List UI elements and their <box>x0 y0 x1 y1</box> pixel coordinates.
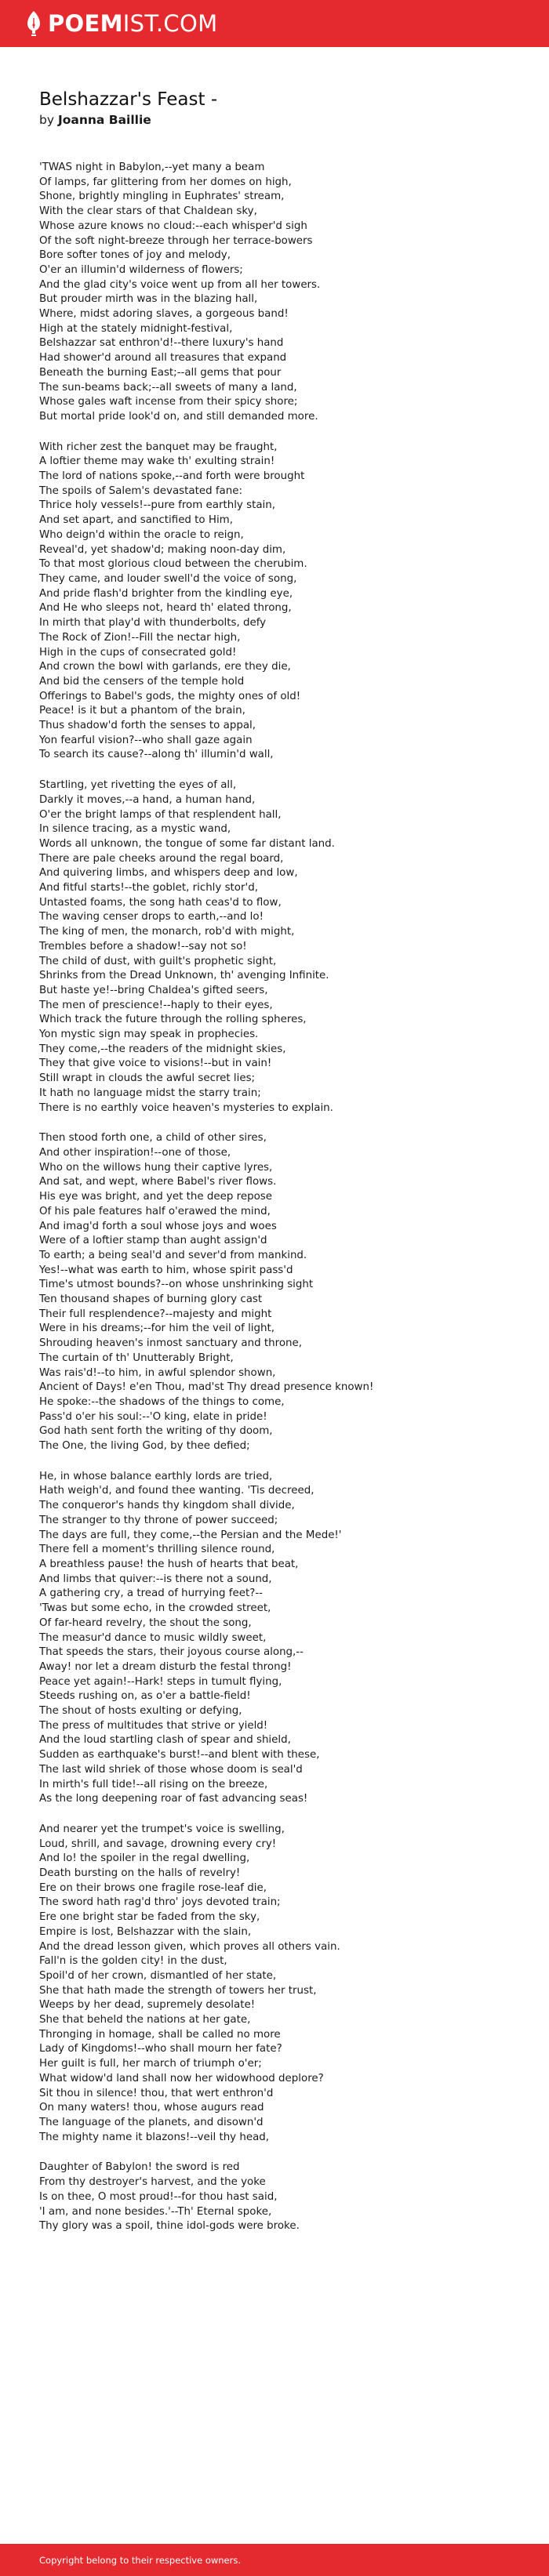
poem-line: The sword hath rag'd thro' joys devoted train; <box>39 1896 281 1909</box>
poem-line: There are pale cheeks around the regal board, <box>39 852 284 865</box>
poem-line: The measur'd dance to music wildly sweet, <box>39 1631 267 1644</box>
poem-line: And other inspiration!--one of those, <box>39 1147 231 1159</box>
poem-line: Which track the future through the rolling spheres, <box>39 1014 307 1026</box>
poem-line: 'TWAS night in Babylon,--yet many a beam <box>39 161 265 173</box>
poem-line: Hath weigh'd, and found thee wanting. 'Tis decreed, <box>39 1485 314 1497</box>
poem-line: And the dread lesson given, which proves all others vain. <box>39 1940 340 1953</box>
poem-stanza <box>39 161 525 425</box>
poem-line: Her guilt is full, her march of triumph o'er; <box>39 2058 262 2070</box>
poem-line: O'er the bright lamps of that resplendent hall, <box>39 808 282 821</box>
poem-line: Who on the willows hung their captive lyres, <box>39 1161 273 1174</box>
poem-line: That speeds the stars, their joyous course along,-- <box>39 1646 304 1659</box>
poem-line: Ere on their brows one fragile rose-leaf die, <box>39 1881 267 1894</box>
poem-line: It hath no language midst the starry train; <box>39 1087 261 1099</box>
poem-line: From thy destroyer's harvest, and the yoke <box>39 2176 266 2189</box>
poem-line: Thronging in homage, shall be called no more <box>39 2028 281 2041</box>
poem-line: Of his pale features half o'erawed the mind, <box>39 1205 271 1217</box>
poem-line: The spoils of Salem's devastated fane: <box>39 484 242 497</box>
poem-line: The curtain of th' Unutterably Bright, <box>39 1351 234 1364</box>
site-header <box>0 0 549 47</box>
poem-line: Offerings to Babel's gods, the mighty ones of old! <box>39 690 301 702</box>
poem-line: Startling, yet rivetting the eyes of all, <box>39 779 237 792</box>
poem-line: A loftier theme may wake th' exulting strain! <box>39 455 275 468</box>
poem-article <box>39 88 525 2250</box>
poem-line: Yon mystic sign may speak in prophecies. <box>39 1029 259 1041</box>
poem-line: Whose gales waft incense from their spicy shore; <box>39 396 298 408</box>
site-logo-text <box>48 9 218 37</box>
poem-line: There is no earthly voice heaven's mysteries to explain. <box>39 1101 333 1114</box>
poem-line: Weeps by her dead, supremely desolate! <box>39 1999 256 2012</box>
poem-line: And the glad city's voice went up from all her towers. <box>39 278 321 291</box>
poem-line: Daughter of Babylon! the sword is red <box>39 2161 240 2174</box>
poem-line: Bore softer tones of joy and melody, <box>39 249 231 262</box>
poem-line: But haste ye!--bring Chaldea's gifted seers, <box>39 984 268 996</box>
poem-line: Ere one bright star be faded from the sky, <box>39 1911 260 1924</box>
poem-line: Time's utmost bounds?--on whose unshrinking sight <box>39 1279 314 1291</box>
poem-line: To that most glorious cloud between the cherubim. <box>39 558 307 571</box>
poem-line: Yes!--what was earth to him, whose spirit pass'd <box>39 1264 293 1276</box>
poem-line: Spoil'd of her crown, dismantled of her state, <box>39 1969 277 1982</box>
poem-line: And the loud startling clash of spear and shield, <box>39 1734 291 1747</box>
poem-line: O'er an illumin'd wilderness of flowers; <box>39 263 243 276</box>
poem-line: And set apart, and sanctified to Him, <box>39 514 233 527</box>
poem-line: In silence tracing, as a mystic wand, <box>39 823 231 836</box>
quill-pen-icon <box>25 10 42 37</box>
poem-line: And pride flash'd brighter from the kindling eye, <box>39 587 293 600</box>
poem-line: Beneath the burning East;--all gems that pour <box>39 366 282 379</box>
poem-line: Thrice holy vessels!--pure from earthly stain, <box>39 499 276 512</box>
poem-line: The king of men, the monarch, rob'd with might, <box>39 926 295 938</box>
poem-line: Their full resplendence?--majesty and might <box>39 1308 272 1320</box>
poem-line: Loud, shrill, and savage, drowning every cry! <box>39 1838 277 1850</box>
poem-line: She that beheld the nations at her gate, <box>39 2014 251 2026</box>
poem-line: The men of prescience!--haply to their eyes, <box>39 999 273 1011</box>
poem-line: Trembles before a shadow!--say not so! <box>39 940 247 952</box>
poem-line: Steeds rushing on, as o'er a battle-field! <box>39 1690 251 1703</box>
poem-line: And crown the bowl with garlands, ere they die, <box>39 661 291 673</box>
logo-text-bold: POEM <box>48 9 123 37</box>
poem-line: What widow'd land shall now her widowhood deplore? <box>39 2072 324 2084</box>
poem-line: High at the stately midnight-festival, <box>39 322 233 335</box>
poem-line: Were of a loftier stamp than aught assign'd <box>39 1235 267 1247</box>
poem-line: A breathless pause! the hush of hearts that beat, <box>39 1558 299 1570</box>
poem-line: Fall'n is the golden city! in the dust, <box>39 1955 227 1968</box>
poem-line: He spoke:--the shadows of the things to come, <box>39 1395 285 1408</box>
poem-line: The stranger to thy throne of power succeed; <box>39 1514 278 1526</box>
poem-line: And lo! the spoiler in the regal dwelling, <box>39 1852 250 1865</box>
poem-line: Shone, brightly mingling in Euphrates' stream, <box>39 190 285 203</box>
poem-line: And bid the censers of the temple hold <box>39 675 245 688</box>
poem-line: Words all unknown, the tongue of some far distant land. <box>39 837 335 850</box>
poem-line: In mirth's full tide!--all rising on the breeze, <box>39 1778 268 1791</box>
poem-stanza <box>39 2161 525 2234</box>
poem-line: Empire is lost, Belshazzar with the slain, <box>39 1925 252 1938</box>
poem-line: Shrouding heaven's inmost sanctuary and throne, <box>39 1337 302 1350</box>
poem-line: The conqueror's hands thy kingdom shall divide, <box>39 1500 295 1512</box>
poem-line: And imag'd forth a soul whose joys and woes <box>39 1220 277 1232</box>
poem-line: With richer zest the banquet may be fraught, <box>39 441 278 453</box>
poem-line: The press of multitudes that strive or yield! <box>39 1719 268 1732</box>
poem-line: And He who sleeps not, heard th' elated throng, <box>39 602 292 615</box>
poem-line: In mirth that play'd with thunderbolts, defy <box>39 617 267 629</box>
poem-line: 'Twas but some echo, in the crowded street, <box>39 1602 271 1615</box>
poem-line: God hath sent forth the writing of thy doom, <box>39 1425 273 1438</box>
poem-line: The Rock of Zion!--Fill the nectar high, <box>39 631 241 644</box>
poem-line: On many waters! thou, whose augurs read <box>39 2102 264 2114</box>
poem-line: Belshazzar sat enthron'd!--there luxury's hand <box>39 337 284 350</box>
poem-line: Sit thou in silence! thou, that wert enthron'd <box>39 2087 274 2099</box>
poem-line: Of lamps, far glittering from her domes on high, <box>39 176 292 188</box>
poem-line: And fitful starts!--the goblet, richly stor'd, <box>39 882 258 894</box>
poem-line: They that give voice to visions!--but in vain! <box>39 1058 272 1070</box>
poem-line: As the long deepening roar of fast advancing seas! <box>39 1793 308 1805</box>
poem-line: The language of the planets, and disown'd <box>39 2117 264 2128</box>
poem-line: Pass'd o'er his soul:--'O king, elate in pride! <box>39 1410 267 1423</box>
poem-line: The shout of hosts exulting or defying, <box>39 1705 242 1718</box>
poem-line: A gathering cry, a tread of hurrying feet?-- <box>39 1587 264 1600</box>
poem-line: The lord of nations spoke,--and forth were brought <box>39 470 305 483</box>
poem-line: 'I am, and none besides.'--Th' Eternal spoke, <box>39 2205 272 2218</box>
poem-line: But prouder mirth was in the blazing hall, <box>39 293 258 306</box>
poem-line: Sudden as earthquake's burst!--and blent with these, <box>39 1749 320 1761</box>
poem-line: Still wrapt in clouds the awful secret lies; <box>39 1072 256 1085</box>
poem-line: And nearer yet the trumpet's voice is swelling, <box>39 1823 285 1835</box>
poem-line: To search its cause?--along th' illumin'd wall, <box>39 749 274 761</box>
poem-line: Death bursting on the halls of revelry! <box>39 1867 241 1880</box>
logo-text-light: IST.COM <box>122 9 218 37</box>
poem-line: They come,--the readers of the midnight skies, <box>39 1043 286 1055</box>
poem-line: And sat, and wept, where Babel's river flows. <box>39 1176 277 1188</box>
poem-line: Of the soft night-breeze through her terrace-bowers <box>39 234 313 247</box>
poem-line: There fell a moment's thrilling silence round, <box>39 1544 275 1556</box>
author-name[interactable]: Joanna Baillie <box>57 113 151 127</box>
site-footer <box>0 2544 549 2576</box>
poem-line: Lady of Kingdoms!--who shall mourn her fate? <box>39 2043 282 2055</box>
poem-stanza <box>39 778 525 1116</box>
poem-line: Ten thousand shapes of burning glory cast <box>39 1293 263 1306</box>
poem-line: Peace yet again!--Hark! steps in tumult flying, <box>39 1675 282 1688</box>
copyright-text: Copyright belong to their respective owners. <box>39 2554 242 2566</box>
poem-line: Away! nor let a dream disturb the festal throng! <box>39 1660 292 1673</box>
poem-stanza <box>39 1131 525 1453</box>
poem-body <box>39 161 525 2234</box>
poem-line: But mortal pride look'd on, and still demanded more. <box>39 410 318 423</box>
poem-line: Reveal'd, yet shadow'd; making noon-day dim, <box>39 543 286 556</box>
poem-stanza <box>39 1823 525 2145</box>
poem-line: The days are full, they come,--the Persian and the Mede!' <box>39 1529 342 1541</box>
poem-line: They came, and louder swell'd the voice of song, <box>39 572 297 585</box>
poem-title: Belshazzar's Feast - <box>39 89 218 110</box>
poem-line: Shrinks from the Dread Unknown, th' avenging Infinite. <box>39 970 329 982</box>
poem-line: His eye was bright, and yet the deep repose <box>39 1191 272 1203</box>
poem-line: Thy glory was a spoil, thine idol-gods were broke. <box>39 2220 300 2233</box>
poem-line: She that hath made the strength of towers her trust, <box>39 1984 317 1997</box>
poem-line: And limbs that quiver:--is there not a sound, <box>39 1573 272 1585</box>
poem-line: Thus shadow'd forth the senses to appal, <box>39 720 256 732</box>
poem-line: And quivering limbs, and whispers deep and low, <box>39 867 298 880</box>
poem-line: Had shower'd around all treasures that expand <box>39 352 287 365</box>
poem-line: To earth; a being seal'd and sever'd from mankind. <box>39 1249 307 1261</box>
poem-line: He, in whose balance earthly lords are tried, <box>39 1470 273 1482</box>
poem-stanza <box>39 1470 525 1807</box>
poem-line: The waving censer drops to earth,--and lo! <box>39 911 264 923</box>
poem-line: Then stood forth one, a child of other sires, <box>39 1132 267 1145</box>
poem-line: The mighty name it blazons!--veil thy head, <box>39 2131 270 2143</box>
poem-line: Were in his dreams;--for him the veil of light, <box>39 1322 275 1335</box>
byline <box>39 111 525 129</box>
poem-line: With the clear stars of that Chaldean sky, <box>39 205 257 218</box>
poem-stanza <box>39 441 525 763</box>
poem-line: Yon fearful vision?--who shall gaze again <box>39 734 253 746</box>
poem-line: Was rais'd!--to him, in awful splendor shown, <box>39 1366 276 1379</box>
poem-line: The last wild shriek of those whose doom is seal'd <box>39 1763 303 1776</box>
poem-line: High in the cups of consecrated gold! <box>39 646 237 659</box>
poem-line: Of far-heard revelry, the shout the song, <box>39 1616 252 1629</box>
poem-line: The One, the living God, by thee defied; <box>39 1440 250 1453</box>
poem-line: The sun-beams back;--all sweets of many a land, <box>39 381 297 394</box>
poem-line: Is on thee, O most proud!--for thou hast said, <box>39 2190 278 2203</box>
site-logo[interactable] <box>25 10 217 37</box>
poem-line: Where, midst adoring slaves, a gorgeous band! <box>39 308 289 321</box>
poem-line: Peace! is it but a phantom of the brain, <box>39 705 245 717</box>
by-label: by <box>39 113 55 127</box>
poem-line: Whose azure knows no cloud:--each whisper'd sigh <box>39 220 307 232</box>
poem-line: Darkly it moves,--a hand, a human hand, <box>39 793 256 806</box>
poem-line: The child of dust, with guilt's prophetic sight, <box>39 955 277 967</box>
poem-line: Untasted foams, the song hath ceas'd to flow, <box>39 896 282 909</box>
poem-line: Ancient of Days! e'en Thou, mad'st Thy dread presence known! <box>39 1381 374 1394</box>
poem-line: Who deign'd within the oracle to reign, <box>39 528 244 541</box>
